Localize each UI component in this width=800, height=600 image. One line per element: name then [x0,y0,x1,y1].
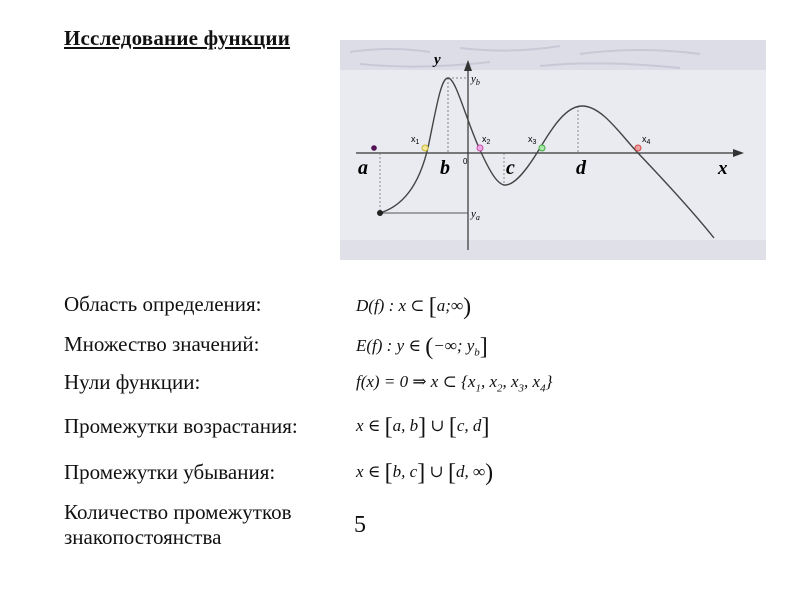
decreasing-label: Промежутки убывания: [64,460,276,484]
zeros-formula: f(x) = 0 ⇒ x ⊂ {$x_1$, $x_2$, $x_3$, $x_4$} [356,372,553,395]
point-b-label: b [440,157,450,179]
root-x2-label: $x_2$ [482,134,491,146]
origin-label: 0 [463,157,468,166]
ya-label: $y_a$ [471,208,480,222]
increasing-label: Промежутки возрастания: [64,414,298,438]
point-d-label: d [576,157,586,179]
root-x2-marker [477,145,483,151]
point-a-label: a [358,157,368,179]
x-axis-label: x [718,158,728,179]
y-axis-label: y [434,52,441,68]
sign-intervals-label-line1: Количество промежутков [64,500,292,524]
domain-start-point [377,210,383,216]
sign-intervals-label-line2: знакопостоянства [64,525,222,549]
function-graph [340,40,766,260]
root-x4-label: $x_4$ [642,134,651,146]
slide-title: Исследование функции [64,26,291,50]
point-c-label: c [506,157,515,179]
domain-formula: D(f) : x ⊂ [a;∞) [356,294,472,320]
decreasing-formula: x ∈ [b, c] ∪ [d, ∞) [356,460,494,486]
root-x3-marker [539,145,545,151]
range-formula: E(f) : y ∈ (−∞; $y_b$] [356,334,488,360]
sign-intervals-label [64,500,292,550]
sign-intervals-count: 5 [354,512,366,538]
yb-label: $y_b$ [471,73,480,87]
root-x3-label: $x_3$ [528,134,537,146]
zeros-label: Нули функции: [64,370,201,394]
root-x1-label: $x_1$ [411,134,420,146]
increasing-formula: x ∈ [a, b] ∪ [c, d] [356,414,490,440]
range-label: Множество значений: [64,332,260,356]
root-x4-marker [635,145,641,151]
domain-label: Область определения: [64,292,262,316]
point-a-marker [371,145,377,151]
graph-paper [340,40,766,260]
root-x1-marker [422,145,428,151]
